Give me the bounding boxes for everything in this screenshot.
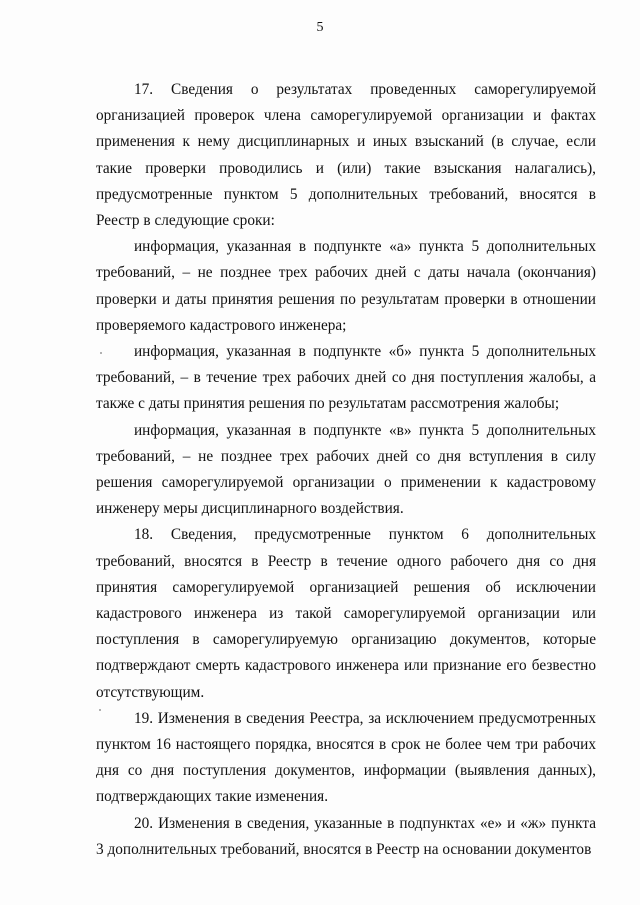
paragraph-17-item-a: информация, указанная в подпункте «а» пункта 5 дополнительных требований, – не позднее трех рабочих дней с даты начала (окончания) проверки и даты принятия решения по результатам проверки в отношении проверяемого кадастрового инженера; [96,238,596,334]
document-body [96,77,596,863]
page-number: 5 [316,20,324,35]
paragraph-17: 17. Сведения о результатах проведенных саморегулируемой организацией проверок члена саморегулируемой организации и фактах применения к нему дисциплинарных и иных взысканий (в случае, если такие проверки проводились и (или) такие взыскания налагались), предусмотренные пунктом 5 дополнительных требований, вносятся в Реестр в следующие сроки: [96,81,596,230]
paragraph-17-item-b: информация, указанная в подпункте «б» пункта 5 дополнительных требований, – в течение трех рабочих дней со дня поступления жалобы, а также с даты принятия решения по результатам рассмотрения жалобы; [96,343,596,413]
paragraph-17-item-c: информация, указанная в подпункте «в» пункта 5 дополнительных требований, – не позднее трех рабочих дней со дня вступления в силу решения саморегулируемой организации о применении к кадастровому инженеру меры дисциплинарного воздействия. [96,421,596,518]
scan-speck [99,709,101,711]
paragraph-19: 19. Изменения в сведения Реестра, за исключением предусмотренных пунктом 16 настоящего порядка, вносятся в срок не более чем три рабочих дня со дня поступления документов, информации (выявления данных), подтверждающих такие изменения. [96,709,596,806]
paragraph-20: 20. Изменения в сведения, указанные в подпунктах «е» и «ж» пункта 3 дополнительных требований, вносятся в Реестр на основании документов [96,814,596,858]
scan-speck [100,352,102,354]
paragraph-18: 18. Сведения, предусмотренные пунктом 6 дополнительных требований, вносятся в Реестр в течение одного рабочего дня со дня принятия саморегулируемой организацией решения об исключении кадастрового инженера из такой саморегулируемой организации или поступления в саморегулируемую организацию документов, которые подтверждают смерть кадастрового инженера или признание его безвестно отсутствующим. [96,526,596,701]
